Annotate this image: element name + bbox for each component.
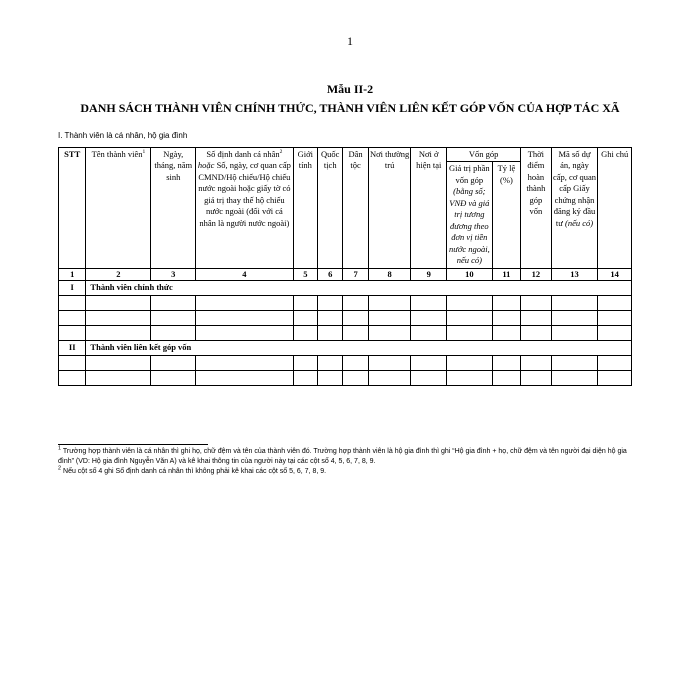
table-cell[interactable] [598,296,632,311]
table-cell[interactable] [86,326,151,341]
table-cell[interactable] [411,356,447,371]
section-heading: I. Thành viên là cá nhân, hộ gia đình [58,131,188,140]
section-row-official [59,281,632,296]
table-cell[interactable] [411,311,447,326]
section-title: Thành viên chính thức [86,281,632,296]
header-completion-time: Thời điểm hoàn thành góp vốn [521,148,551,269]
table-cell[interactable] [318,356,343,371]
column-number: 9 [411,268,447,280]
table-cell[interactable] [343,296,368,311]
header-stt: STT [59,148,86,269]
table-cell[interactable] [368,311,411,326]
column-number: 13 [551,268,598,280]
table-cell[interactable] [343,356,368,371]
table-row [59,296,632,311]
table-cell[interactable] [343,326,368,341]
footnote-ref-1: 1 [142,149,146,156]
table-cell[interactable] [343,311,368,326]
column-number: 3 [151,268,196,280]
table-cell[interactable] [447,326,493,341]
footnote-ref-2: 2 [279,149,283,156]
table-cell[interactable] [598,311,632,326]
table-cell[interactable] [598,326,632,341]
table-cell[interactable] [492,326,520,341]
table-cell[interactable] [492,311,520,326]
table-cell[interactable] [318,311,343,326]
document-title: DANH SÁCH THÀNH VIÊN CHÍNH THỨC, THÀNH VIÊN LIÊN KẾT GÓP VỐN CỦA HỢP TÁC XÃ [80,101,620,115]
table-cell[interactable] [293,371,317,386]
header-permanent-residence: Nơi thường trú [368,148,411,269]
table-cell[interactable] [551,371,598,386]
table-cell[interactable] [196,296,294,311]
member-table [58,147,632,386]
header-project-code: Mã số dự án, ngày cấp, cơ quan cấp Giấy chứng nhận đăng ký đầu tư (nếu có) [551,148,598,269]
column-number: 10 [447,268,493,280]
table-row [59,326,632,341]
section-numeral: II [59,341,86,356]
table-cell[interactable] [86,371,151,386]
table-cell[interactable] [59,296,86,311]
table-cell[interactable] [318,296,343,311]
table-cell[interactable] [196,371,294,386]
column-number: 6 [318,268,343,280]
table-cell[interactable] [598,371,632,386]
header-member-name: Tên thành viên$^1$ [86,148,151,269]
table-cell[interactable] [59,311,86,326]
table-cell[interactable] [411,371,447,386]
table-cell[interactable] [551,356,598,371]
table-cell[interactable] [196,356,294,371]
table-cell[interactable] [293,326,317,341]
table-row [59,311,632,326]
footnote-1: $^1$ Trường hợp thành viên là cá nhân thì ghi họ, chữ đệm và tên của thành viên đó. Trường hợp thành viên là hộ gia đình thì ghi “Hộ gia đình + họ, chữ đệm và tên người đại diện hộ gia đình” (VD: Hộ gia đình Nguyễn Văn A) và kê khai thông tin của người này tại các cột số 4, 5, 6, 7, 8, 9. [58,445,627,465]
header-date-of-birth: Ngày, tháng, năm sinh [151,148,196,269]
table-cell[interactable] [293,356,317,371]
table-cell[interactable] [447,311,493,326]
table-cell[interactable] [521,311,551,326]
table-cell[interactable] [318,326,343,341]
column-number: 1 [59,268,86,280]
table-cell[interactable] [196,326,294,341]
section-row-associate [59,341,632,356]
header-capital-ratio: Tỷ lệ (%) [492,162,520,268]
footnote-2: $^2$ Nếu cột số 4 ghi Số định danh cá nhân thì không phải kê khai các cột số 5, 6, 7, 8, 9. [58,465,327,475]
table-header-row [59,148,632,162]
table-cell[interactable] [551,296,598,311]
column-number: 2 [86,268,151,280]
section-numeral: I [59,281,86,296]
table-row [59,371,632,386]
header-id-number: Số định danh cá nhân$^2$ hoặc Số, ngày, cơ quan cấp CMND/Hộ chiếu/Hộ chiếu nước ngoài hoặc giấy tờ có giá trị thay thế hộ chiếu nước ngoài (đối với cá nhân là người nước ngoài) [196,148,294,269]
header-notes: Ghi chú [598,148,632,269]
table-cell[interactable] [151,311,196,326]
table-cell[interactable] [521,356,551,371]
column-number: 4 [196,268,294,280]
table-cell[interactable] [521,371,551,386]
column-number: 12 [521,268,551,280]
table-cell[interactable] [59,371,86,386]
column-number: 14 [598,268,632,280]
table-cell[interactable] [343,371,368,386]
table-cell[interactable] [492,296,520,311]
column-number: 11 [492,268,520,280]
table-cell[interactable] [86,296,151,311]
table-cell[interactable] [551,311,598,326]
header-ethnicity: Dân tộc [343,148,368,269]
table-cell[interactable] [447,356,493,371]
table-cell[interactable] [151,296,196,311]
table-cell[interactable] [368,326,411,341]
column-number: 5 [293,268,317,280]
table-cell[interactable] [368,371,411,386]
table-cell[interactable] [151,371,196,386]
header-current-residence: Nơi ở hiện tại [411,148,447,269]
table-cell[interactable] [86,356,151,371]
table-cell[interactable] [293,311,317,326]
column-number: 7 [343,268,368,280]
table-cell[interactable] [492,356,520,371]
table-cell[interactable] [411,326,447,341]
table-cell[interactable] [447,296,493,311]
header-gender: Giới tính [293,148,317,269]
table-cell[interactable] [368,296,411,311]
table-cell[interactable] [551,326,598,341]
header-capital: Vốn góp [447,148,521,162]
section-title: Thành viên liên kết góp vốn [86,341,632,356]
table-cell[interactable] [521,326,551,341]
form-code: Mẫu II-2 [326,82,374,96]
page-number: 1 [347,34,353,48]
table-cell[interactable] [293,296,317,311]
table-cell[interactable] [447,371,493,386]
table-cell[interactable] [151,356,196,371]
table-cell[interactable] [598,356,632,371]
table-cell[interactable] [151,326,196,341]
header-capital-value: Giá trị phần vốn góp (bằng số; VNĐ và giá trị tương đương theo đơn vị tiền nước ngoài, nếu có) [447,162,493,268]
footnote-divider [58,444,208,445]
table-cell[interactable] [196,311,294,326]
column-number-row [59,268,632,280]
header-nationality: Quốc tịch [318,148,343,269]
table-cell[interactable] [59,326,86,341]
table-cell[interactable] [411,296,447,311]
table-cell[interactable] [59,356,86,371]
column-number: 8 [368,268,411,280]
table-cell[interactable] [368,356,411,371]
table-cell[interactable] [521,296,551,311]
table-cell[interactable] [492,371,520,386]
table-row [59,356,632,371]
table-cell[interactable] [318,371,343,386]
table-cell[interactable] [86,311,151,326]
footnotes [58,447,640,477]
